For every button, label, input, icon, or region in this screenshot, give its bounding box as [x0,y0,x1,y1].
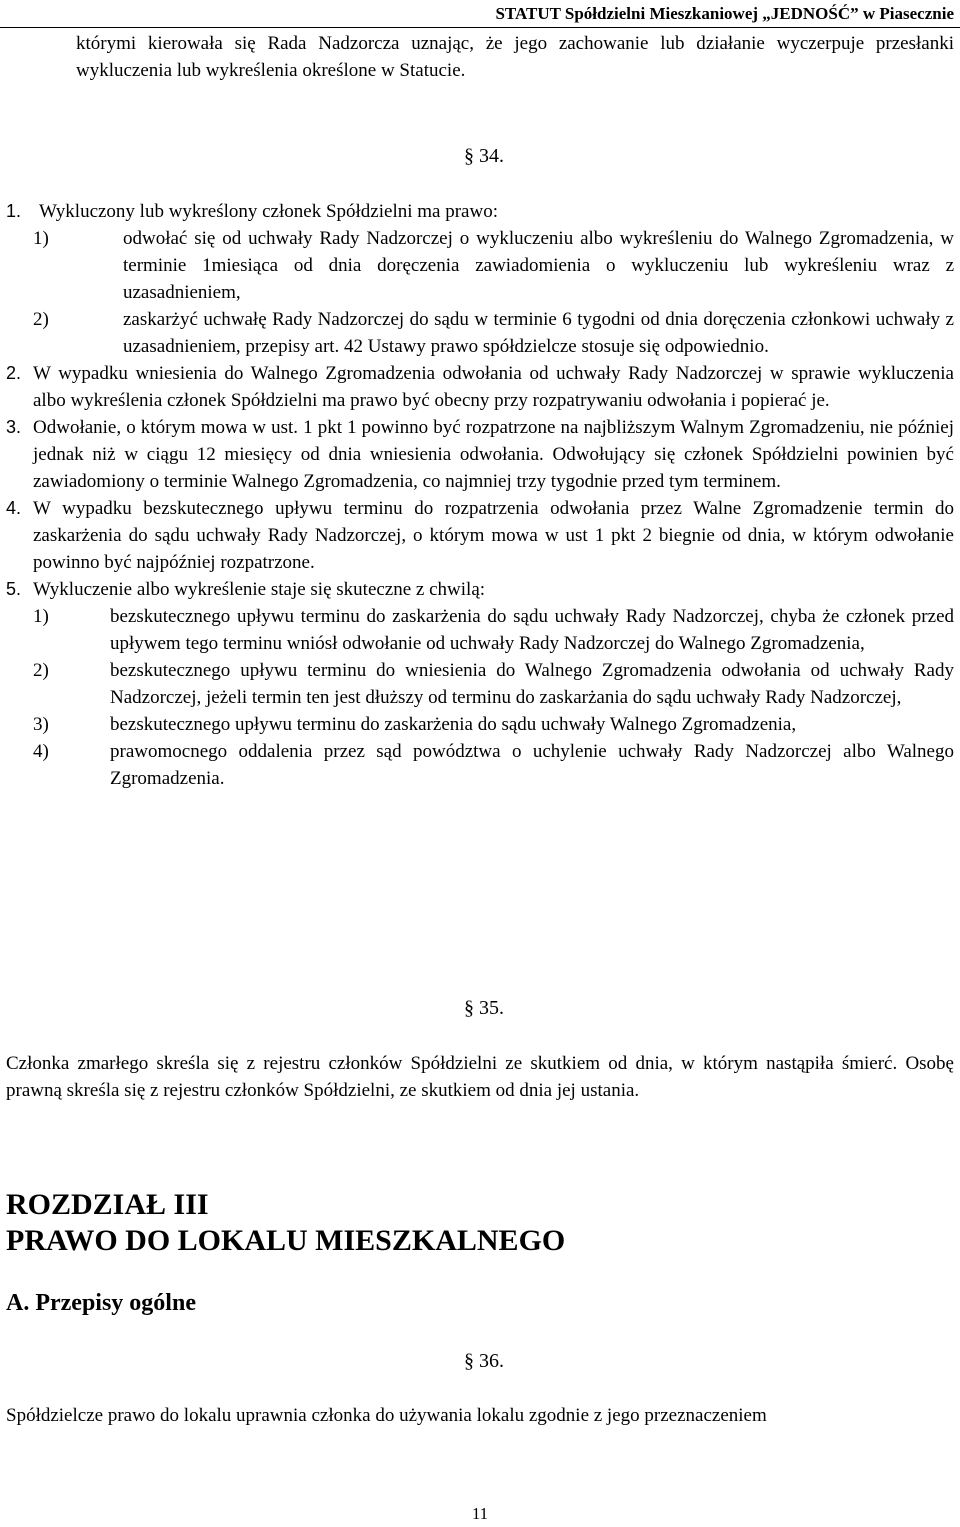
list-item: 5. Wykluczenie albo wykreślenie staje się skuteczne z chwilą: [6,579,486,600]
section-34-heading: § 34. [464,145,504,167]
section-sign-icon: § [464,997,479,1019]
section-36-heading: § 36. [464,1350,504,1372]
chapter-heading [6,1187,960,1259]
intro-paragraph: którymi kierowała się Rada Nadzorcza uznając, że jego zachowanie lub działanie wyczerpuje przesłanki wykluczenia lub wykreślenia określone w Statucie. [76,33,954,81]
sub-list-item: 4) prawomocnego oddalenia przez sąd powództwa o uchylenie uchwały Rady Nadzorczej albo Walnego Zgromadzenia. [33,741,954,789]
section-sign-icon: § [464,1350,479,1372]
list-item: 2. W wypadku wniesienia do Walnego Zgromadzenia odwołania od uchwały Rady Nadzorczej w sprawie wykluczenia albo wykreślenia członek Spółdzielni ma prawo być obecny przy rozpatrywaniu odwołania i popierać je. [6,363,954,411]
section-34-body [6,198,954,792]
list-item: 3. Odwołanie, o którym mowa w ust. 1 pkt 1 powinno być rozpatrzone na najbliższym Walnym Zgromadzeniu, nie później jednak niż w ciągu 12 miesięcy od dnia wniesienia odwołania. Odwołujący się członek Spółdzielni powinien być zawiadomiony o terminie Walnego Zgromadzenia, co najmniej trzy tygodnie przed tym terminem. [6,417,954,492]
section-35-body: Członka zmarłego skreśla się z rejestru członków Spółdzielni ze skutkiem od dnia, w którym nastąpiła śmierć. Osobę prawną skreśla się z rejestru członków Spółdzielni, ze skutkiem od dnia jej ustania. [6,1053,954,1101]
list-item: 4. W wypadku bezskutecznego upływu terminu do rozpatrzenia odwołania przez Walne Zgromadzenie termin do zaskarżenia do sądu uchwały Rady Nadzorczej, o którym mowa w ust 1 pkt 2 biegnie od dnia, w którym odwołanie powinno być najpóźniej rozpatrzone. [6,498,954,573]
running-header: STATUT Spółdzielni Mieszkaniowej „JEDNOŚĆ” w Piasecznie [495,4,954,23]
chapter-number: ROZDZIAŁ III [6,1188,209,1221]
section-sign-icon: § [464,145,479,167]
header-rule [0,27,960,28]
section-36-body: Spółdzielcze prawo do lokalu uprawnia członka do używania lokalu zgodnie z jego przeznaczeniem [6,1405,767,1426]
section-35-heading: § 35. [464,997,504,1019]
page-number: 11 [471,1504,489,1523]
chapter-title: PRAWO DO LOKALU MIESZKALNEGO [6,1224,566,1257]
sub-list-item: 2) bezskutecznego upływu terminu do wniesienia do Walnego Zgromadzenia odwołania od uchwały Rady Nadzorczej, jeżeli termin ten jest dłuższy od terminu do zaskarżania do sądu uchwały Rady Nadzorczej, [33,660,954,708]
sub-list-item: 3) bezskutecznego upływu terminu do zaskarżenia do sądu uchwały Walnego Zgromadzenia, [33,714,797,735]
sub-list-item: 1) odwołać się od uchwały Rady Nadzorczej o wykluczeniu albo wykreśleniu do Walnego Zgromadzenia, w terminie 1miesiąca od dnia doręczenia zawiadomienia o wykluczeniu lub wykreśleniu wraz z uzasadnieniem, [33,228,954,303]
list-item: 1. Wykluczony lub wykreślony członek Spółdzielni ma prawo: [6,201,498,222]
subsection-heading: A. Przepisy ogólne [6,1290,196,1316]
sub-list-item: 2) zaskarżyć uchwałę Rady Nadzorczej do sądu w terminie 6 tygodni od dnia doręczenia członkowi uchwały z uzasadnieniem, przepisy art. 42 Ustawy prawo spółdzielcze stosuje się odpowiednio. [33,309,954,357]
sub-list-item: 1) bezskutecznego upływu terminu do zaskarżenia do sądu uchwały Rady Nadzorczej, chyba że członek przed upływem tego terminu wniósł odwołanie od uchwały Rady Nadzorczej do Walnego Zgromadzenia, [33,606,954,654]
